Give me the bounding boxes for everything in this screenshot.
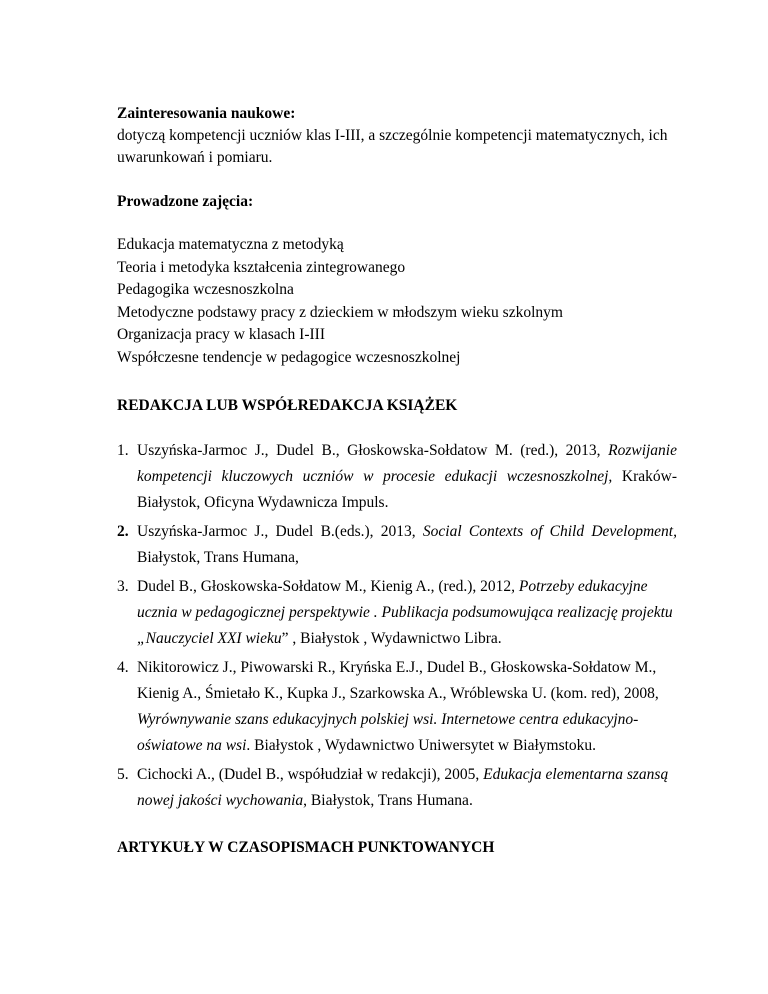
book-text bbox=[137, 438, 677, 516]
book-number: 4. bbox=[117, 659, 129, 676]
courses-section bbox=[117, 191, 677, 369]
book-number: 3. bbox=[117, 578, 129, 595]
course-item: Metodyczne podstawy pracy z dzieckiem w młodszym wieku szkolnym bbox=[117, 303, 563, 321]
book-entry-1 bbox=[117, 438, 677, 516]
course-item: Organizacja pracy w klasach I-III bbox=[117, 326, 325, 343]
book-number: 5. bbox=[117, 766, 129, 783]
book-entry-2 bbox=[117, 519, 677, 571]
course-item: Współczesne tendencje w pedagogice wczesnoszkolnej bbox=[117, 348, 461, 366]
book-title: Rozwijanie kompetencji kluczowych uczniów w procesie edukacji wczesnoszkolnej, bbox=[137, 442, 677, 485]
book-authors: Uszyńska-Jarmoc J., Dudel B., Głoskowska-Sołdatow M. (red.), 2013, bbox=[137, 442, 609, 459]
book-title: , Potrzeby edukacyjne uczniа w pedagogicznej perspektywie . Publikacja podsumowująca realizację projektu „Nauczyciel XXI wieku bbox=[137, 578, 673, 647]
book-authors: Dudel B., Głoskowska-Sołdatow M., Kienig A., (red.), 2012 bbox=[137, 578, 512, 595]
interests-section bbox=[117, 103, 677, 169]
books-list bbox=[117, 438, 677, 814]
articles-heading: ARTYKUŁY W CZASOPISMACH PUNKTOWANYCH bbox=[117, 839, 495, 856]
course-item: Teoria i metodyka kształcenia zintegrowanego bbox=[117, 258, 406, 276]
book-title: Wyrównywanie szans edukacyjnych polskiej wsi. Internetowe centra edukacyjno-oświatowe na wsi bbox=[137, 711, 639, 754]
book-number: 2. bbox=[117, 523, 129, 540]
document-page bbox=[117, 103, 677, 859]
book-publisher: . Białystok , Wydawnictwo Uniwersytet w Białymstoku. bbox=[246, 737, 597, 754]
book-text bbox=[137, 574, 677, 652]
book-entry-5 bbox=[117, 762, 677, 814]
book-title: Social Contexts of Child Development, bbox=[422, 523, 677, 540]
courses-list bbox=[117, 234, 677, 369]
articles-section bbox=[117, 837, 677, 859]
book-text bbox=[137, 762, 677, 814]
book-publisher: Kraków-Białystok, Oficyna Wydawnicza Impuls. bbox=[137, 468, 678, 511]
book-publisher: ” , Białystok , Wydawnictwo Libra. bbox=[281, 630, 502, 647]
interests-heading: Zainteresowania naukowe: bbox=[117, 105, 296, 122]
book-authors: Cichocki A., (Dudel B., współudział w redakcji), 2005, bbox=[137, 766, 484, 783]
books-heading: REDAKCJA LUB WSPÓŁREDAKCJA KSIĄŻEK bbox=[117, 397, 458, 414]
interests-line-2: uwarunkowań i pomiaru. bbox=[117, 149, 273, 166]
interests-line-1: dotyczą kompetencji uczniów klas I-III, a szczególnie kompetencji matematycznych, ich bbox=[117, 127, 668, 144]
book-entry-3 bbox=[117, 574, 677, 652]
courses-heading: Prowadzone zajęcia: bbox=[117, 193, 254, 210]
course-item: Pedagogika wczesnoszkolna bbox=[117, 281, 294, 298]
book-authors: Uszyńska-Jarmoc J., Dudel B.(eds.), 2013, bbox=[137, 523, 423, 540]
book-authors: Nikitorowicz J., Piwowarski R., Kryńska E.J., Dudel B., Głoskowska-Sołdatow M., Kienig A., Śmietało K., Kupka J., Szarkowska A., Wróblewska U. (kom. red), 2008, bbox=[137, 659, 659, 702]
book-number: 1. bbox=[117, 442, 129, 459]
book-text bbox=[137, 519, 677, 571]
books-section bbox=[117, 395, 677, 814]
book-title: Edukacja elementarna szansą nowej jakości wychowania bbox=[137, 766, 669, 809]
book-publisher: , Białystok, Trans Humana. bbox=[303, 792, 473, 809]
book-text bbox=[137, 655, 677, 759]
book-entry-4 bbox=[117, 655, 677, 759]
book-publisher: Białystok, Trans Humana, bbox=[137, 549, 299, 566]
course-item: Edukacja matematyczna z metodyką bbox=[117, 236, 344, 253]
